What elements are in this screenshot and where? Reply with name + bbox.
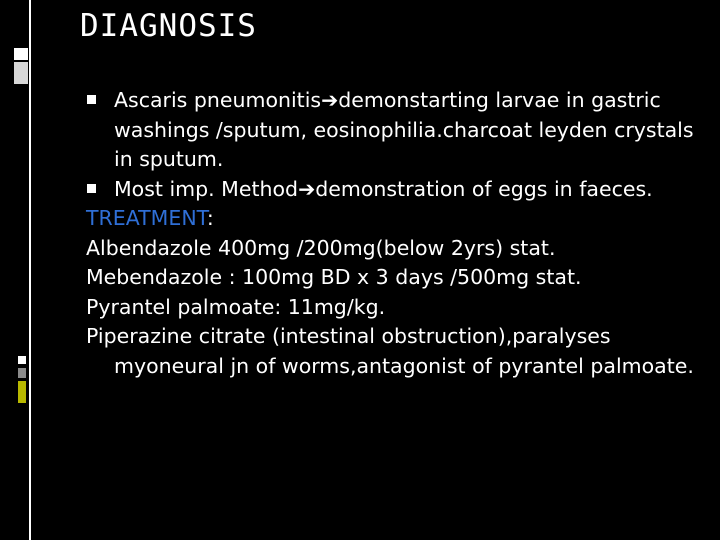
- left-vertical-rule: [29, 0, 31, 540]
- bullet-lead: Most imp. Method: [114, 176, 299, 201]
- bullet-text: demonstarting larvae in gastric washings /sputum, eosinophilia.charcoat leyden crystals in sputum.: [114, 88, 694, 171]
- bullet-item-1: [86, 86, 706, 175]
- bullet-text: demonstration of eggs in faeces.: [315, 176, 653, 201]
- right-arrow-icon: ➔: [298, 176, 316, 201]
- treatment-line-1: Albendazole 400mg /200mg(below 2yrs) stat.: [86, 235, 556, 260]
- theme-square-small: [18, 356, 26, 364]
- treatment-line-2: Mebendazole : 100mg BD x 3 days /500mg stat.: [86, 265, 582, 289]
- theme-square-gray: [18, 368, 26, 378]
- slide-body: [86, 86, 706, 381]
- treatment-line-3: Pyrantel palmoate: 11mg/kg.: [86, 294, 386, 319]
- bullet-square-icon: [87, 184, 96, 193]
- bullet-square-icon: [87, 95, 96, 104]
- treatment-heading: TREATMENT: [86, 206, 207, 230]
- slide-title: DIAGNOSIS: [80, 8, 257, 44]
- theme-square-yellow: [18, 381, 26, 403]
- treatment-heading-line: [86, 204, 706, 234]
- bullet-lead: Ascaris pneumonitis: [114, 88, 322, 112]
- right-arrow-icon: ➔: [321, 88, 339, 112]
- theme-square-top-2: [14, 62, 28, 84]
- treatment-colon: :: [206, 206, 214, 230]
- bullet-item-2: [86, 175, 706, 205]
- treatment-line-4: Piperazine citrate (intestinal obstruction),paralyses myoneural jn of worms,antagonist of pyrantel palmoate.: [86, 324, 694, 378]
- theme-square-top: [14, 48, 28, 60]
